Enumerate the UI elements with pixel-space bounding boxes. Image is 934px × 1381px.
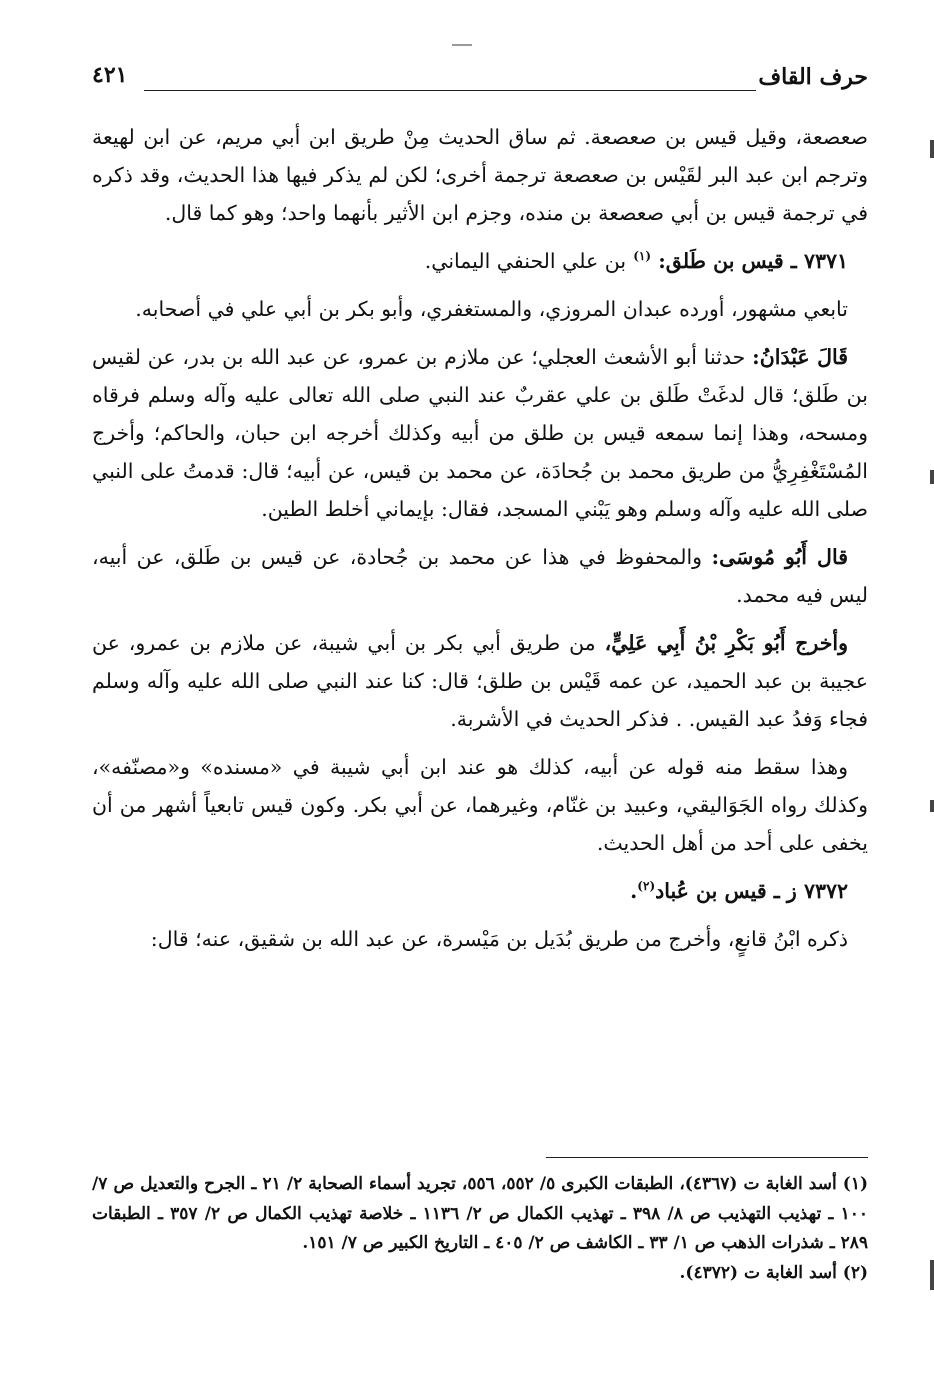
footnote-ref-1[interactable]: (١) <box>633 249 652 264</box>
header-rule <box>144 90 756 91</box>
footnote-2 <box>92 1259 868 1289</box>
paragraph-3 <box>92 338 868 528</box>
paragraph-4-lead: قال أَبُو مُوسَى: <box>711 545 848 569</box>
footnote-separator <box>546 1157 868 1158</box>
running-header <box>92 60 868 100</box>
footnote-2-text: أسد الغابة ت (٤٣٧٢). <box>679 1262 837 1283</box>
entry-7371-heading: ٧٣٧١ ـ قيس بن طَلق: <box>658 249 848 273</box>
main-text <box>92 118 868 968</box>
footnotes <box>92 1170 868 1288</box>
scan-edge-mark <box>930 800 934 812</box>
footnote-2-number: (٢) <box>842 1262 868 1283</box>
paragraph-3-lead: قَالَ عَبْدَانُ: <box>752 345 849 369</box>
paragraph-3-text: حدثنا أبو الأشعث العجلي؛ عن ملازم بن عمرو، عن عبد الله بن بدر، عن لقيس بن طَلق؛ قال لدغَتْ طَلق بن علي عقربٌ عند النبي صلى الله تعالى عليه وآله وسلم فرقاه ومسحه، وهذا إنما سمعه قيس بن طلق من أبيه وكذلك أخرجه ابن حبان، والحاكم؛ وأخرج المُسْتَغْفِرِيُّ من طريق محمد بن جُحادَة، عن محمد بن قيس، عن أبيه؛ قال: قدمتُ على النبي صلى الله عليه وآله وسلم وهو يَبْني المسجد، فقال: بإيماني أخلط الطين. <box>92 345 868 521</box>
entry-7371 <box>92 242 868 280</box>
page-number: ٤٢١ <box>92 62 128 88</box>
chapter-title: حرف القاف <box>758 64 868 90</box>
paragraph-5-text: من طريق أبي بكر بن أبي شيبة، عن ملازم بن عمرو، عن عجيبة بن عبد الحميد، عن عمه قَيْس بن طلق؛ قال: كنا عند النبي صلى الله عليه وآله وسلم فجاء وَفدُ عبد القيس. . فذكر الحديث في الأشربة. <box>92 631 868 731</box>
paragraph-2: تابعي مشهور، أورده عبدان المروزي، والمستغفري، وأبو بكر بن أبي علي في أصحابه. <box>135 297 848 321</box>
paragraph-7: ذكره ابْنُ قانعٍ، وأخرج من طريق بُدَيل بن مَيْسرة، عن عبد الله بن شقيق، عنه؛ قال: <box>150 927 848 951</box>
entry-7371-rest: بن علي الحنفي اليماني. <box>424 249 627 273</box>
footnote-1-text: أسد الغابة ت (٤٣٦٧)، الطبقات الكبرى ٥/ ٥٥٢، ٥٥٦، تجريد أسماء الصحابة ٢/ ٢١ ـ الجرح والتعديل ص ٧/ ١٠٠ ـ تهذيب التهذيب ص ٨/ ٣٩٨ ـ تهذيب الكمال ص ٢/ ١١٣٦ ـ خلاصة تهذيب الكمال ص ٢/ ٣٥٧ ـ الطبقات ٢٨٩ ـ شذرات الذهب ص ١/ ٣٣ ـ الكاشف ص ٢/ ٤٠٥ ـ التاريخ الكبير ص ٧/ ١٥١. <box>92 1174 868 1253</box>
paragraph-5 <box>92 624 868 738</box>
entry-7372 <box>92 872 868 910</box>
scan-edge-mark <box>930 140 934 158</box>
entry-7372-rest: . <box>630 879 638 903</box>
footnote-ref-2[interactable]: (٢) <box>637 879 656 894</box>
top-print-mark <box>452 44 472 46</box>
footnote-1 <box>92 1170 868 1259</box>
paragraph-4 <box>92 538 868 614</box>
entry-7372-heading: ٧٣٧٢ ز ـ قيس بن عُباد <box>655 879 848 903</box>
scan-edge-mark <box>930 1260 934 1290</box>
paragraph-6: وهذا سقط منه قوله عن أبيه، كذلك هو عند ابن أبي شيبة في «مسنده» و«مصنّفه»، وكذلك رواه الجَوَاليقي، وعبيد بن غنّام، وغيرهما، عن أبي بكر. وكون قيس تابعياً أشهر من أن يخفى على أحد من أهل الحديث. <box>92 755 868 855</box>
scan-edge-mark <box>930 470 934 484</box>
paragraph-4-text: والمحفوظ في هذا عن محمد بن جُحادة، عن قيس بن طَلق، عن أبيه، ليس فيه محمد. <box>92 545 868 607</box>
footnote-1-number: (١) <box>842 1174 869 1194</box>
paragraph-5-lead: وأخرج أَبُو بَكْرِ بْنُ أَبِي عَلِيٍّ، <box>604 631 848 655</box>
paragraph-1: صعصعة، وقيل قيس بن صعصعة. ثم ساق الحديث مِنْ طريق ابن أبي مريم، عن ابن لهيعة وترجم ابن عبد البر لقَيْس بن صعصعة ترجمة أخرى؛ لكن لم يذكر فيها هذا الحديث، وقد ذكره في ترجمة قيس بن أبي صعصعة بن منده، وجزم ابن الأثير بأنهما واحد؛ وهو كما قال. <box>92 125 868 225</box>
